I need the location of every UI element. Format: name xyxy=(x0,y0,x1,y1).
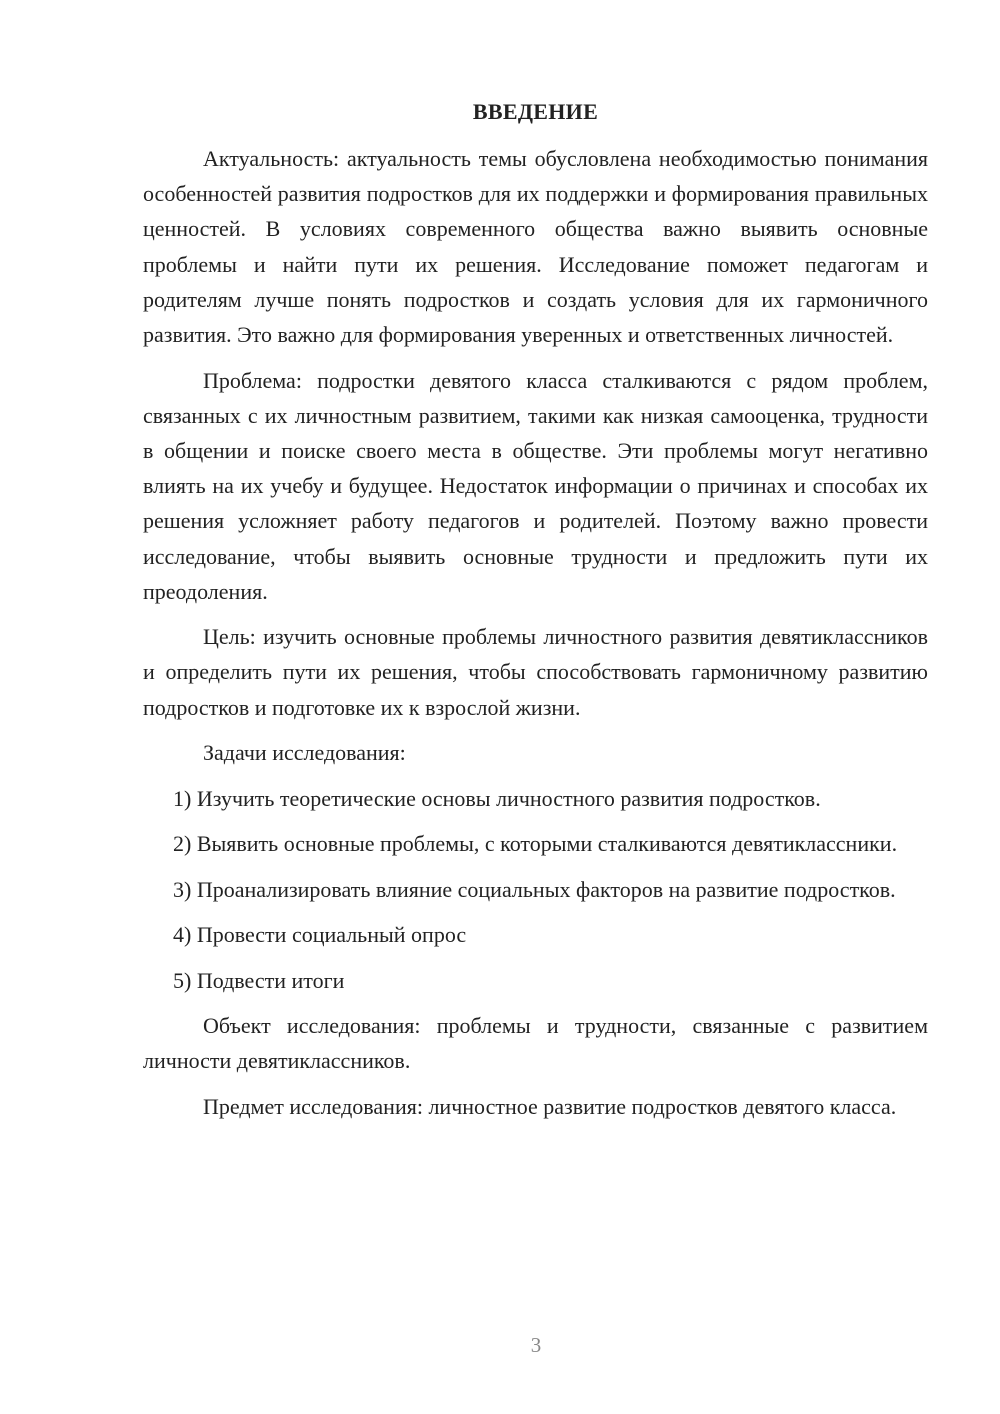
problem-paragraph: Проблема: подростки девятого класса сталкиваются с рядом проблем, связанных с их личностным развитием, такими как низкая самооценка, трудности в общении и поиске своего места в обществе. Эти проблемы могут негативно влиять на их учебу и будущее. Недостаток информации о причинах и способах их решения усложняет работу педагогов и родителей. Поэтому важно провести исследование, чтобы выявить основные трудности и предложить пути их преодоления. xyxy=(143,367,928,604)
task-item-1: 1) Изучить теоретические основы личностного развития подростков. xyxy=(173,785,821,811)
relevance-paragraph: Актуальность: актуальность темы обусловлена необходимостью понимания особенностей развития подростков для их поддержки и формирования правильных ценностей. В условиях современного общества важно выявить основные проблемы и найти пути их решения. Исследование поможет педагогам и родителям лучше понять подростков и создать условия для их гармоничного развития. Это важно для формирования уверенных и ответственных личностей. xyxy=(143,146,928,348)
goal-paragraph: Цель: изучить основные проблемы личностного развития девятиклассников и определить пути их решения, чтобы способствовать гармоничному развитию подростков и подготовке их к взрослой жизни. xyxy=(143,624,928,720)
task-item-3: 3) Проанализировать влияние социальных факторов на развитие подростков. xyxy=(173,876,896,902)
task-item-5: 5) Подвести итоги xyxy=(173,967,345,993)
task-item-2: 2) Выявить основные проблемы, с которыми сталкиваются девятиклассники. xyxy=(173,831,898,857)
page-number: 3 xyxy=(530,1333,542,1357)
subject-paragraph: Предмет исследования: личностное развитие подростков девятого класса. xyxy=(203,1093,897,1119)
page-content xyxy=(143,94,928,1134)
section-title: ВВЕДЕНИЕ xyxy=(472,99,599,124)
tasks-heading: Задачи исследования: xyxy=(203,740,406,766)
task-item-4: 4) Провести социальный опрос xyxy=(173,922,467,948)
object-paragraph: Объект исследования: проблемы и трудности, связанные с развитием личности девятиклассников. xyxy=(143,1013,928,1074)
